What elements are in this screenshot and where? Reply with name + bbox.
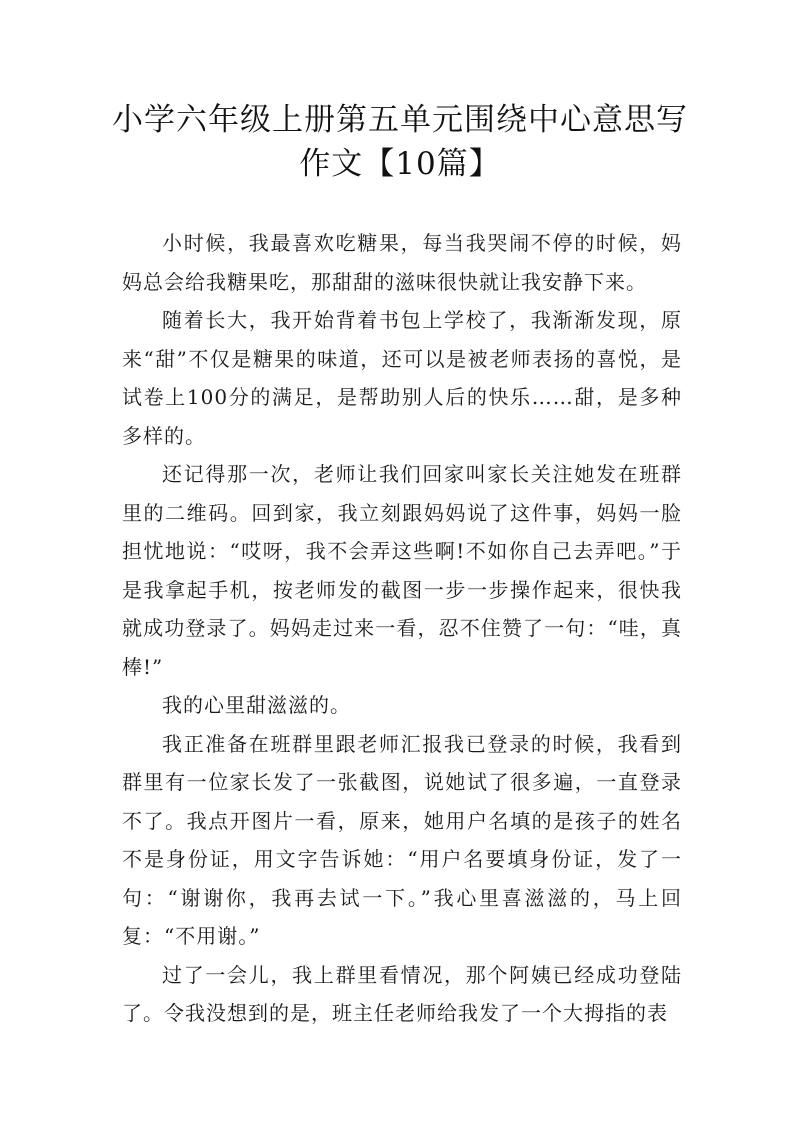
paragraph: 过了一会儿，我上群里看情况，那个阿姨已经成功登陆了。令我没想到的是，班主任老师给我发了一个大拇指的表 bbox=[122, 962, 682, 1025]
paragraph: 随着长大，我开始背着书包上学校了，我渐渐发现，原来“甜”不仅是糖果的味道，还可以是被老师表扬的喜悦，是试卷上100分的满足，是帮助别人后的快乐……甜，是多种多样的。 bbox=[122, 308, 682, 448]
paragraph: 我正准备在班群里跟老师汇报我已登录的时候，我看到群里有一位家长发了一张截图，说她试了很多遍，一直登录不了。我点开图片一看，原来，她用户名填的是孩子的姓名不是身份证，用文字告诉她：“用户名要填身份证，发了一句：“谢谢你，我再去试一下。”我心里喜滋滋的，马上回复：“不用谢。” bbox=[122, 731, 682, 948]
title-line-2: 作文【10篇】 bbox=[299, 146, 501, 182]
paragraph: 小时候，我最喜欢吃糖果，每当我哭闹不停的时候，妈妈总会给我糖果吃，那甜甜的滋味很快就让我安静下来。 bbox=[122, 231, 682, 294]
title-line-1: 小学六年级上册第五单元围绕中心意思写 bbox=[112, 102, 688, 138]
document-title bbox=[100, 98, 700, 186]
document-body bbox=[122, 224, 682, 1033]
paragraph: 我的心里甜滋滋的。 bbox=[162, 693, 351, 717]
paragraph: 还记得那一次，老师让我们回家叫家长关注她发在班群里的二维码。回到家，我立刻跟妈妈说了这件事，妈妈一脸担忧地说：“哎呀，我不会弄这些啊!不如你自己去弄吧。”于是我拿起手机，按老师发的截图一步一步操作起来，很快我就成功登录了。妈妈走过来一看，忍不住赞了一句：“哇，真棒!” bbox=[122, 462, 682, 679]
